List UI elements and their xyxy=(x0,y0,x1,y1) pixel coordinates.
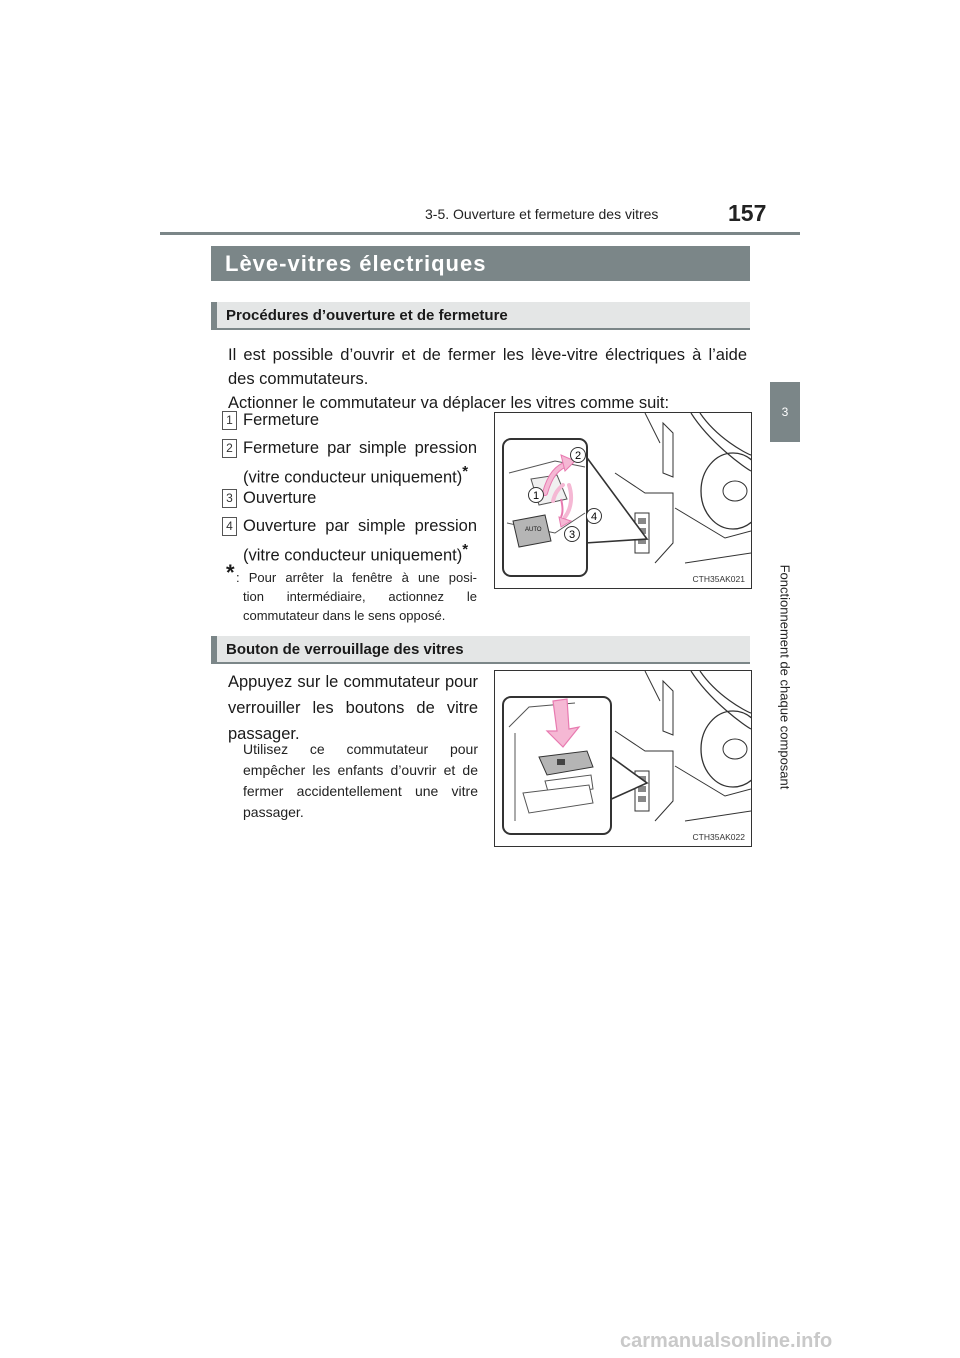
intro-line-1: Il est possible d’ouvrir et de fermer les lève-vitre électriques à l’aide xyxy=(228,346,747,364)
lock-body-line-1: Appuyez sur le commutateur pour xyxy=(228,673,478,691)
lock-note-line-2: empêcher les enfants d’ouvrir et de xyxy=(243,762,478,778)
item-number-1: 1 xyxy=(222,411,237,430)
callout-2: 2 xyxy=(574,450,582,462)
item-number-3: 3 xyxy=(222,489,237,508)
chapter-side-label xyxy=(768,532,802,822)
figure-window-lock xyxy=(494,670,752,847)
item-text-1: Fermeture xyxy=(243,411,320,429)
figure-code-2: CTH35AK022 xyxy=(692,832,745,842)
item-number-2: 2 xyxy=(222,439,237,458)
chapter-tab: 3 xyxy=(770,382,800,442)
item-text-2-detail: (vitre conducteur uniquement) xyxy=(243,468,463,487)
intro-line-3: Actionner le commutateur va déplacer les vitres comme suit: xyxy=(228,394,670,412)
footnote-asterisk: * xyxy=(226,560,235,585)
intro-line-2: des commutateurs. xyxy=(228,370,369,388)
window-lock-illustration xyxy=(495,671,751,846)
main-title: Lève-vitres électriques xyxy=(211,246,750,281)
callout-4: 4 xyxy=(590,511,598,523)
lock-note-line-3: fermer accidentellement une vitre xyxy=(243,783,478,799)
asterisk-mark-2: * xyxy=(462,463,469,480)
item-text-4b xyxy=(243,538,468,568)
item-text-2: Fermeture par simple pression xyxy=(243,439,477,457)
figure-window-switches xyxy=(494,412,752,589)
callout-3: 3 xyxy=(568,529,576,541)
item-number-4: 4 xyxy=(222,517,237,536)
item-text-4-detail: (vitre conducteur uniquement) xyxy=(243,546,463,565)
lock-body-line-3: passager. xyxy=(228,725,300,743)
item-text-3: Ouverture xyxy=(243,489,317,507)
running-header: 3-5. Ouverture et fermeture des vitres xyxy=(425,206,659,222)
auto-label: AUTO xyxy=(525,527,542,533)
header-rule xyxy=(160,232,800,235)
window-switch-illustration xyxy=(495,413,751,588)
footnote-line-2: tion intermédiaire, actionnez le xyxy=(243,589,477,604)
section-title-procedures: Procédures d’ouverture et de fermeture xyxy=(211,302,750,328)
watermark: carmanualsonline.info xyxy=(620,1330,833,1352)
asterisk-mark-4: * xyxy=(462,541,469,558)
item-text-4: Ouverture par simple pression xyxy=(243,517,477,535)
page-number: 157 xyxy=(728,200,767,226)
lock-note-line-4: passager. xyxy=(243,804,304,820)
figure-code-1: CTH35AK021 xyxy=(692,574,745,584)
lock-body-line-2: verrouiller les boutons de vitre xyxy=(228,699,478,717)
section-title-lock: Bouton de verrouillage des vitres xyxy=(211,636,750,662)
footnote-line-1: : Pour arrêter la fenêtre à une posi- xyxy=(236,570,477,585)
callout-1: 1 xyxy=(532,490,540,502)
footnote-line-3: commutateur dans le sens opposé. xyxy=(243,608,446,623)
lock-note-line-1: Utilisez ce commutateur pour xyxy=(243,741,478,757)
chapter-title: Fonctionnement de chaque composant xyxy=(777,564,793,790)
